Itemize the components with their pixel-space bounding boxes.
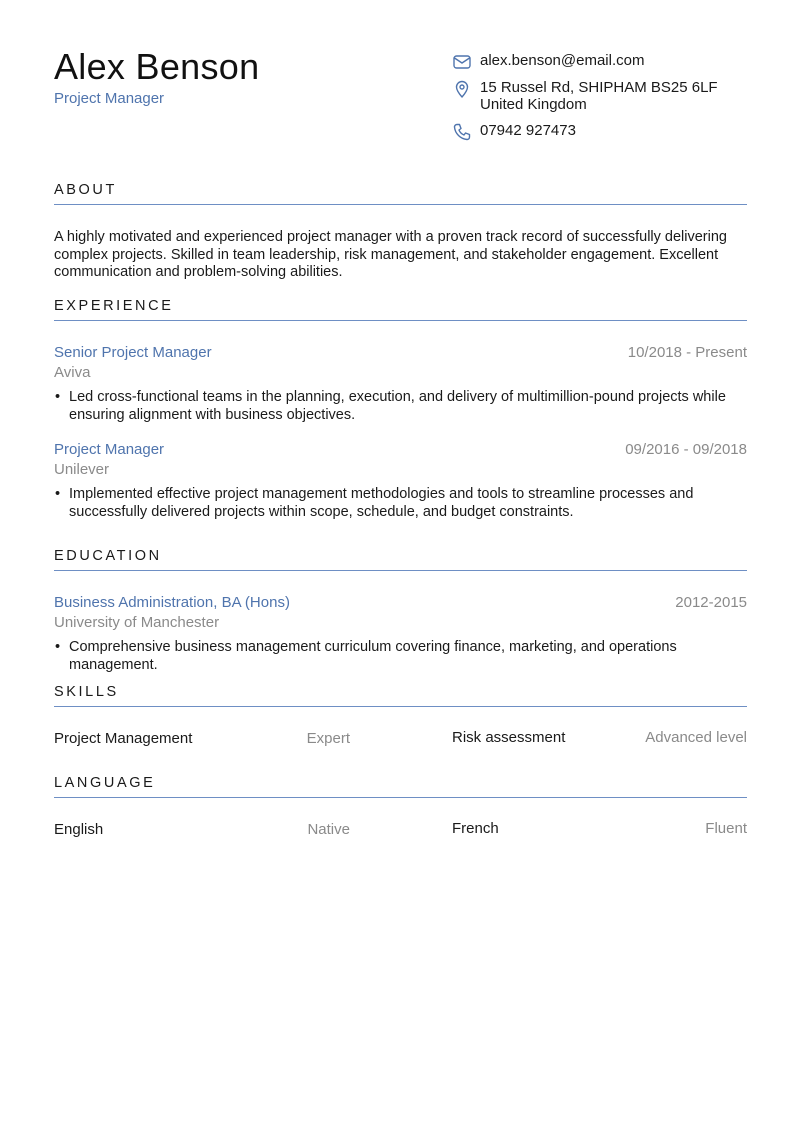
education-degree-0: Business Administration, BA (Hons) [54,594,290,611]
experience-dates-1: 09/2016 - 09/2018 [625,441,747,458]
experience-company-1: Unilever [54,461,110,478]
language-level-1: Fluent [705,820,747,837]
address-line-2: United Kingdom [480,96,587,113]
contact-phone-row [452,122,576,142]
education-dates-0: 2012-2015 [675,594,747,611]
language-name-0: English [54,821,104,838]
language-name-1: French [452,820,499,837]
skill-name-1: Risk assessment [452,729,566,746]
section-title-education: EDUCATION [54,548,747,571]
skill-name-0: Project Management [54,730,193,747]
contact-address [480,79,718,113]
section-title-experience: EXPERIENCE [54,298,747,321]
education-bullet-0: • Comprehensive business management curriculum covering finance, marketing, and operations management. [54,639,754,674]
skill-level-1: Advanced level [645,729,747,746]
skill-level-0: Expert [306,730,350,747]
education-school-0: University of Manchester [54,614,220,631]
experience-dates-0: 10/2018 - Present [627,344,747,361]
experience-position-1: Project Manager [54,441,165,458]
about-text: A highly motivated and experienced project manager with a proven track record of successfully delivering complex projects. Skilled in team leadership, risk management, and stakeholder engagement. Excellent communication and problem-solving abilities. [54,229,727,280]
experience-bullet-0: • Led cross-functional teams in the planning, execution, and delivery of multimillion-pound projects while ensuring alignment with business objectives. [54,389,754,424]
contact-email[interactable]: alex.benson@email.com [480,52,645,69]
candidate-name: Alex Benson [54,46,260,87]
experience-company-0: Aviva [54,364,91,381]
section-title-language: LANGUAGE [54,775,747,798]
contact-phone[interactable]: 07942 927473 [480,122,576,139]
address-line-1: 15 Russel Rd, SHIPHAM BS25 6LF [480,79,718,96]
contact-email-row [452,52,644,72]
mail-icon [452,52,472,72]
candidate-role: Project Manager [54,90,165,107]
section-title-about: ABOUT [54,182,747,205]
contact-address-row [452,79,718,113]
phone-icon [452,122,472,142]
language-level-0: Native [307,821,350,838]
section-title-skills: SKILLS [54,684,747,707]
location-pin-icon [452,79,472,99]
experience-bullet-1: • Implemented effective project management methodologies and tools to streamline processes and successfully delivered projects within scope, schedule, and budget constraints. [54,486,754,521]
experience-position-0: Senior Project Manager [54,344,212,361]
